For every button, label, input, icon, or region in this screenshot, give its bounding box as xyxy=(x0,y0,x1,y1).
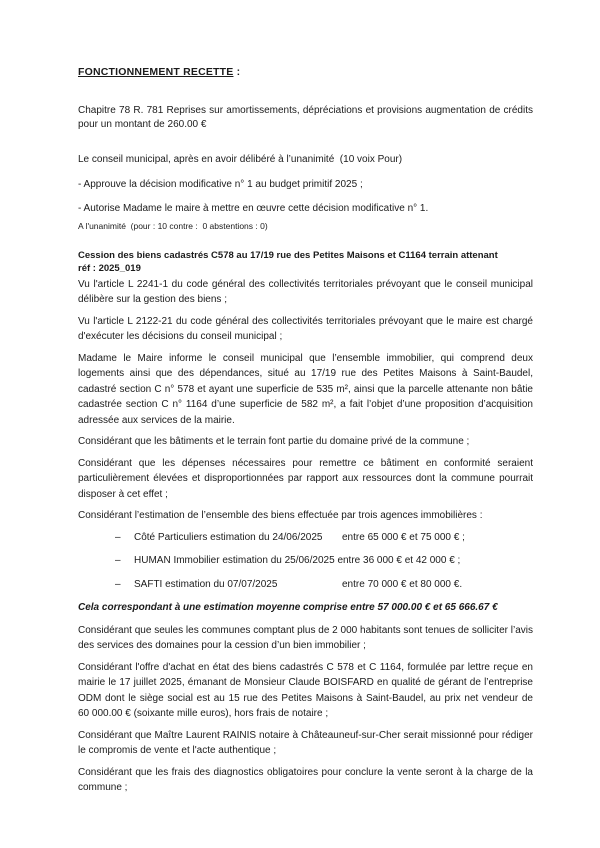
estimation-label: Côté Particuliers estimation du 24/06/2025 xyxy=(134,531,323,543)
estimation-label: SAFTI estimation du 07/07/2025 xyxy=(134,578,278,590)
list-dash-icon: – xyxy=(115,555,121,566)
estimation-value: entre 70 000 € et 80 000 €. xyxy=(342,578,463,590)
paragraph-considerant-offre-achat: Considérant l'offre d'achat en état des biens cadastrés C 578 et C 1164, formulée par lettre reçue en mairie le 17 juillet 2025, émanant de Monsieur Claude BOISFARD en qualité de gérant de l’entreprise ODM dont le siège social est au 15 rue des Petites Maisons à Saint-Baudel, au prix net vendeur de 60 000.00 € (soixante mille euros), hors frais de notaire ; xyxy=(78,661,533,719)
estimation-value: entre 65 000 € et 75 000 € ; xyxy=(342,531,465,543)
paragraph-considerant-depenses: Considérant que les dépenses nécessaires pour remettre ce bâtiment en conformité seraient particulièrement élevées et disproportionnées par rapport aux ressources dont la commune pourrait disposer à cet effet ; xyxy=(78,457,533,500)
estimation-value: entre 36 000 € et 42 000 € ; xyxy=(337,555,461,566)
estimation-item-human-immobilier xyxy=(78,553,533,569)
list-item-autorise: - Autorise Madame le maire à mettre en œuvre cette décision modificative n° 1. xyxy=(78,203,429,214)
paragraph-considerant-frais-diagnostics: Considérant que les frais des diagnostics obligatoires pour conclure la vente seront à la charge de la commune ; xyxy=(78,766,533,793)
doc-title xyxy=(78,66,533,78)
paragraph-considerant-notaire: Considérant que Maître Laurent RAINIS notaire à Châteauneuf-sur-Cher serait missionné pour rédiger le compromis de vente et l'acte authentique ; xyxy=(78,729,533,756)
paragraph-chapitre-78: Chapitre 78 R. 781 Reprises sur amortissements, dépréciations et provisions augmentation de crédits pour un montant de 260.00 € xyxy=(78,105,533,130)
paragraph-considerant-domaine-prive: Considérant que les bâtiments et le terrain font partie du domaine privé de la commune ; xyxy=(78,436,470,447)
paragraph-considerant-estimations: Considérant l’estimation de l’ensemble des biens effectuée par trois agences immobilières : xyxy=(78,510,483,521)
list-dash-icon: – xyxy=(115,578,121,590)
vote-result-line: A l'unanimité (pour : 10 contre : 0 abstentions : 0) xyxy=(78,220,268,231)
estimation-list xyxy=(78,530,533,593)
paragraph-conseil-deliberation: Le conseil municipal, après en avoir délibéré à l’unanimité (10 voix Pour) xyxy=(78,154,403,165)
list-item-approuve: - Approuve la décision modificative n° 1 au budget primitif 2025 ; xyxy=(78,178,363,190)
estimation-label: HUMAN Immobilier estimation du 25/06/2025 xyxy=(134,555,338,566)
estimation-item-safti xyxy=(78,577,533,593)
paragraph-considerant-communes-2000: Considérant que seules les communes comptant plus de 2 000 habitants sont tenues de solliciter l’avis des services des domaines pour la cession d’un bien immobilier ; xyxy=(78,624,533,651)
paragraph-madame-maire-informe: Madame le Maire informe le conseil municipal que l’ensemble immobilier, qui comprend deux logements ainsi que des dépendances, situé au 17/19 rue des Petites Maisons à Saint-Baudel, cadastré section C n° 578 et ayant une superficie de 535 m², ainsi que la parcelle attenante non bâtie cadastrée section C n° 1164 d’une superficie de 582 m², a fait l’objet d’une proposition d’acquisition adressée aux services de la mairie. xyxy=(78,352,533,426)
section-ref: réf : 2025_019 xyxy=(78,262,141,274)
estimation-item-cote-particuliers xyxy=(78,530,533,546)
paragraph-vu-article-2122: Vu l'article L 2122-21 du code général des collectivités territoriales prévoyant que le maire est chargé d'exécuter les décisions du conseil municipal ; xyxy=(78,315,533,342)
paragraph-vu-article-2241: Vu l'article L 2241-1 du code général des collectivités territoriales prévoyant que le conseil municipal délibère sur la gestion des biens ; xyxy=(78,278,533,305)
doc-title-text: FONCTIONNEMENT RECETTE xyxy=(78,66,234,78)
list-dash-icon: – xyxy=(115,531,121,543)
paragraph-estimation-moyenne: Cela correspondant à une estimation moyenne comprise entre 57 000.00 € et 65 666.67 € xyxy=(78,602,498,613)
doc-title-colon: : xyxy=(233,66,241,78)
section-heading-block xyxy=(78,249,533,275)
section-heading-cession: Cession des biens cadastrés C578 au 17/19 rue des Petites Maisons et C1164 terrain attenant xyxy=(78,249,498,261)
